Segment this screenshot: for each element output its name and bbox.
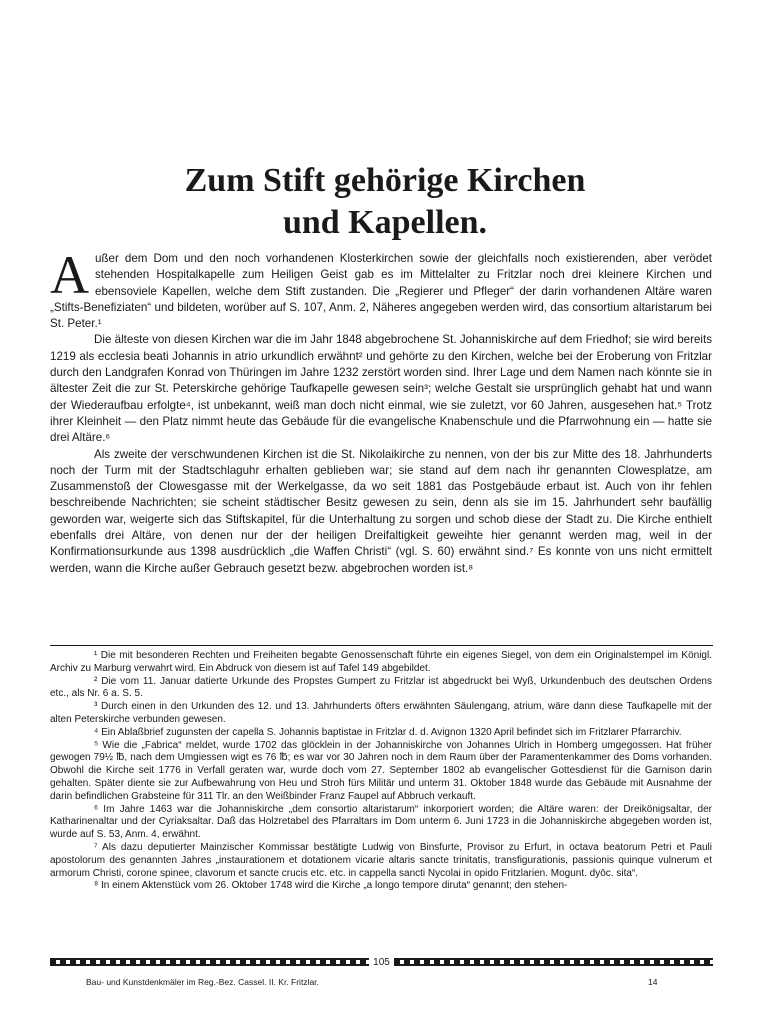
footnote-7: ⁷ Als dazu deputierter Mainzischer Kommissar bestätigte Ludwig von Binsfurte, Provisor zu Erfurt, in octava beatorum Petri et Pauli apostolorum des genannten Jahres „instaurationem et dotationem vicarie altaris sancte trinitatis, transfigurationis, passionis quinque vulnerum et armorum Christi, corone spinee, clavorum et sancte crucis etc. etc. in cappella sancti Nycolai in opido Fritzlarien. Mogunt. dyōc. sita“. bbox=[50, 841, 712, 879]
drop-cap: A bbox=[50, 245, 89, 305]
footnote-6: ⁶ Im Jahre 1463 war die Johanniskirche „dem consortio altaristarum“ inkorporiert worden; die Altäre waren: der Dreikönigsaltar, der Katharinenaltar und der Cyriaksaltar. Daß das Holzretabel des Pfarraltars im Dom unterm 6. Juni 1723 in die Johanniskirche abgegeben worden ist, wurde auf S. 53, Anm. 4, erwähnt. bbox=[50, 803, 712, 841]
paragraph-1 bbox=[50, 245, 712, 332]
footnotes bbox=[50, 650, 712, 893]
footnote-divider bbox=[50, 645, 713, 646]
page-number: 105 bbox=[369, 957, 394, 968]
ornament-right bbox=[394, 958, 713, 966]
ornamental-border bbox=[50, 956, 713, 968]
footer-series: Bau- und Kunstdenkmäler im Reg.-Bez. Cassel. II. Kr. Fritzlar. bbox=[86, 977, 319, 987]
paragraph-2: Die älteste von diesen Kirchen war die im Jahr 1848 abgebrochene St. Johanniskirche auf dem Friedhof; sie wird bereits 1219 als ecclesia beati Johannis in atrio urkundlich erwähnt² und gehörte zu den Kirchen, welche bei der Eroberung von Fritzlar durch den Landgrafen Konrad von Thüringen im Jahre 1232 zerstört worden sind. Ihrer Lage und dem Namen nach könnte sie in ältester Zeit die zur St. Peterskirche gehörige Taufkapelle gewesen sein³; welche Gestalt sie ursprünglich gehabt hat und wann der Wiederaufbau erfolgte⁴, ist unbekannt, weiß man doch nicht einmal, wie sie zuletzt, vor 60 Jahren, ausgesehen hat.⁵ Trotz ihrer Kleinheit — den Platz nimmt heute das Gebäude für die evangelische Knabenschule und die Pfarrwohnung ein — hatte sie drei Altäre.⁶ bbox=[50, 333, 712, 445]
footnote-5: ⁵ Wie die „Fabrica“ meldet, wurde 1702 das glöcklein in der Johanniskirche von Johannes Ulrich in Homberg umgegossen. Hat früher gewogen 79½ ℔, nach dem Umgiessen wigt es 76 ℔; es war vor 30 Jahren noch in dem Raum über der Paramentenkammer des Doms vorhanden. Obwohl die Kirche seit 1776 in Verfall geraten war, wurde doch vom 27. September 1802 ab evangelischer Gottesdienst für die Garnison darin gehalten. Später diente sie zur Aufbewahrung von Heu und Stroh fürs Militär und unterm 31. Oktober 1848 wurde das Gebäude mit Ausnahme der darin befindlichen Grabsteine für 311 Tlr. an den Weißbinder Franz Faupel auf Abbruch verkauft. bbox=[50, 739, 712, 802]
body-text bbox=[50, 245, 712, 577]
footnote-4: ⁴ Ein Ablaßbrief zugunsten der capella S. Johannis baptistae in Fritzlar d. d. Avignon 1320 April befindet sich im Fritzlarer Pfarrarchiv. bbox=[94, 726, 682, 738]
paragraph-1-text: ußer dem Dom und den noch vorhandenen Klosterkirchen sowie der gleichfalls noch existierenden, aber verödet stehenden Hospitalkapelle zum Heiligen Geist gab es im Mittelalter zu Fritzlar noch drei kleinere Kirchen und ebensoviele Kapellen, welche dem Stift zustanden. Die „Regierer und Pfleger“ der darin vorhandenen Altäre waren „Stifts-Benefiziaten“ und bildeten, worüber auf S. 107, Anm. 2, Näheres angegeben werden wird, das consortium altaristarum bei St. Peter.¹ bbox=[50, 252, 712, 331]
ornament-left bbox=[50, 958, 369, 966]
title-line-1: Zum Stift gehörige Kirchen bbox=[184, 162, 586, 199]
footnote-2: ² Die vom 11. Januar datierte Urkunde des Propstes Gumpert zu Fritzlar ist abgedruckt bei Wyß, Urkundenbuch des deutschen Ordens etc., als Nr. 6 a. S. 5. bbox=[50, 675, 712, 700]
footer-sheet-number: 14 bbox=[648, 977, 658, 987]
title-line-2: und Kapellen. bbox=[282, 204, 488, 241]
paragraph-3: Als zweite der verschwundenen Kirchen ist die St. Nikolaikirche zu nennen, von der bis zur Mitte des 18. Jahrhunderts noch der Turm mit der Stadtschlaguhr erhalten geblieben war; sie stand auf dem nach ihr genannten Clowesplatze, am Zusammenstoß der Clowesgasse mit der Werkelgasse, da wo seit 1881 das Postgebäude erbaut ist. Auch von ihr fehlen beschreibende Nachrichten; sie scheint städtischer Besitz gewesen zu sein, denn als sie im 15. Jahrhundert sehr baufällig geworden war, weigerte sich das Stiftskapitel, für die Unterhaltung zu sorgen und schob diese der Stadt zu. Die Kirche enthielt ebenfalls drei Altäre, von denen nur der der heiligen Dreifaltigkeit geweihte hier genannt werden mag, weil in der Konfirmationsurkunde aus 1398 ausdrücklich „die Waffen Christi“ (vgl. S. 60) erwähnt sind.⁷ Es konnte von uns nicht ermittelt werden, wann die Kirche außer Gebrauch gesetzt bezw. abgebrochen worden ist.⁸ bbox=[50, 447, 712, 575]
page-title bbox=[60, 160, 710, 244]
footnote-3: ³ Durch einen in den Urkunden des 12. und 13. Jahrhunderts öfters erwähnten Säulengang, atrium, wäre dann diese Taufkapelle mit der alten Peterskirche verbunden gewesen. bbox=[50, 701, 712, 725]
footnote-1: ¹ Die mit besonderen Rechten und Freiheiten begabte Genossenschaft führte ein eigenes Siegel, von dem ein Originalstempel im Königl. Archiv zu Marburg verwahrt wird. Ein Abdruck von diesem ist auf Tafel 149 abgebildet. bbox=[50, 650, 712, 674]
footnote-8: ⁸ In einem Aktenstück vom 26. Oktober 1748 wird die Kirche „a longo tempore diruta“ genannt; den stehen- bbox=[94, 880, 568, 892]
